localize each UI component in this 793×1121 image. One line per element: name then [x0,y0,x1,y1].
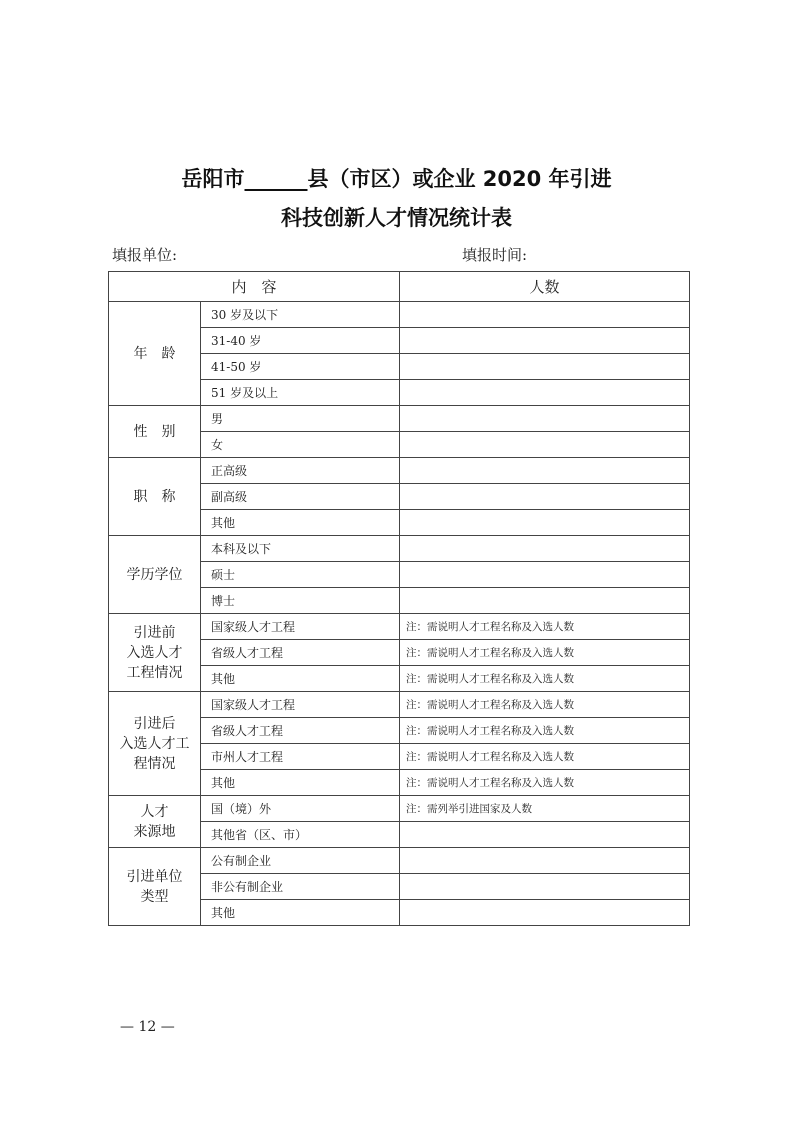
table-header-row [109,272,690,302]
item-label: 国（境）外 [201,796,400,822]
count-cell[interactable] [400,848,690,874]
item-label: 国家级人才工程 [201,614,400,640]
count-cell[interactable] [400,406,690,432]
item-label: 31-40 岁 [201,328,400,354]
count-cell[interactable]: 注：需说明人才工程名称及入选人数 [400,718,690,744]
count-cell[interactable] [400,380,690,406]
item-label: 女 [201,432,400,458]
group-label: 人才 来源地 [109,796,201,848]
table-row [109,614,690,640]
item-label: 硕士 [201,562,400,588]
count-cell[interactable] [400,432,690,458]
item-label: 其他省（区、市） [201,822,400,848]
table-row [109,458,690,484]
count-cell[interactable] [400,562,690,588]
item-label: 其他 [201,900,400,926]
count-cell[interactable]: 注：需说明人才工程名称及入选人数 [400,640,690,666]
title-line-2: 科技创新人才情况统计表 [281,206,512,230]
count-cell[interactable]: 注：需说明人才工程名称及入选人数 [400,614,690,640]
count-cell[interactable] [400,822,690,848]
count-cell[interactable] [400,484,690,510]
group-label: 职 称 [109,458,201,536]
item-label: 其他 [201,510,400,536]
count-cell[interactable] [400,302,690,328]
group-label: 引进后 入选人才工 程情况 [109,692,201,796]
group-label: 引进前 入选人才 工程情况 [109,614,201,692]
group-label: 年 龄 [109,302,201,406]
count-cell[interactable] [400,900,690,926]
count-cell[interactable] [400,458,690,484]
item-label: 其他 [201,770,400,796]
item-label: 非公有制企业 [201,874,400,900]
table-row [109,848,690,874]
fill-unit-label: 填报单位: [112,246,178,264]
table-row [109,796,690,822]
count-cell[interactable]: 注：需说明人才工程名称及入选人数 [400,770,690,796]
count-cell[interactable] [400,536,690,562]
header-count: 人数 [400,272,690,302]
page-number: — 12 — [120,1019,175,1035]
count-cell[interactable]: 注：需说明人才工程名称及入选人数 [400,666,690,692]
item-label: 省级人才工程 [201,718,400,744]
count-cell[interactable] [400,588,690,614]
item-label: 省级人才工程 [201,640,400,666]
item-label: 男 [201,406,400,432]
item-label: 博士 [201,588,400,614]
item-label: 副高级 [201,484,400,510]
count-cell[interactable] [400,328,690,354]
count-cell[interactable]: 注：需列举引进国家及人数 [400,796,690,822]
item-label: 国家级人才工程 [201,692,400,718]
table-row [109,692,690,718]
group-label: 性 别 [109,406,201,458]
count-cell[interactable] [400,354,690,380]
fill-time-label: 填报时间: [462,246,528,264]
header-content: 内 容 [109,272,400,302]
table-row [109,302,690,328]
item-label: 51 岁及以上 [201,380,400,406]
group-label: 引进单位 类型 [109,848,201,926]
item-label: 其他 [201,666,400,692]
group-label: 学历学位 [109,536,201,614]
table-row [109,406,690,432]
count-cell[interactable] [400,874,690,900]
count-cell[interactable] [400,510,690,536]
count-cell[interactable]: 注：需说明人才工程名称及入选人数 [400,744,690,770]
count-cell[interactable]: 注：需说明人才工程名称及入选人数 [400,692,690,718]
item-label: 41-50 岁 [201,354,400,380]
item-label: 本科及以下 [201,536,400,562]
item-label: 市州人才工程 [201,744,400,770]
item-label: 正高级 [201,458,400,484]
item-label: 30 岁及以下 [201,302,400,328]
statistics-table [108,271,690,926]
item-label: 公有制企业 [201,848,400,874]
table-row [109,536,690,562]
title-line-1: 岳阳市______县（市区）或企业 2020 年引进 [181,167,612,191]
